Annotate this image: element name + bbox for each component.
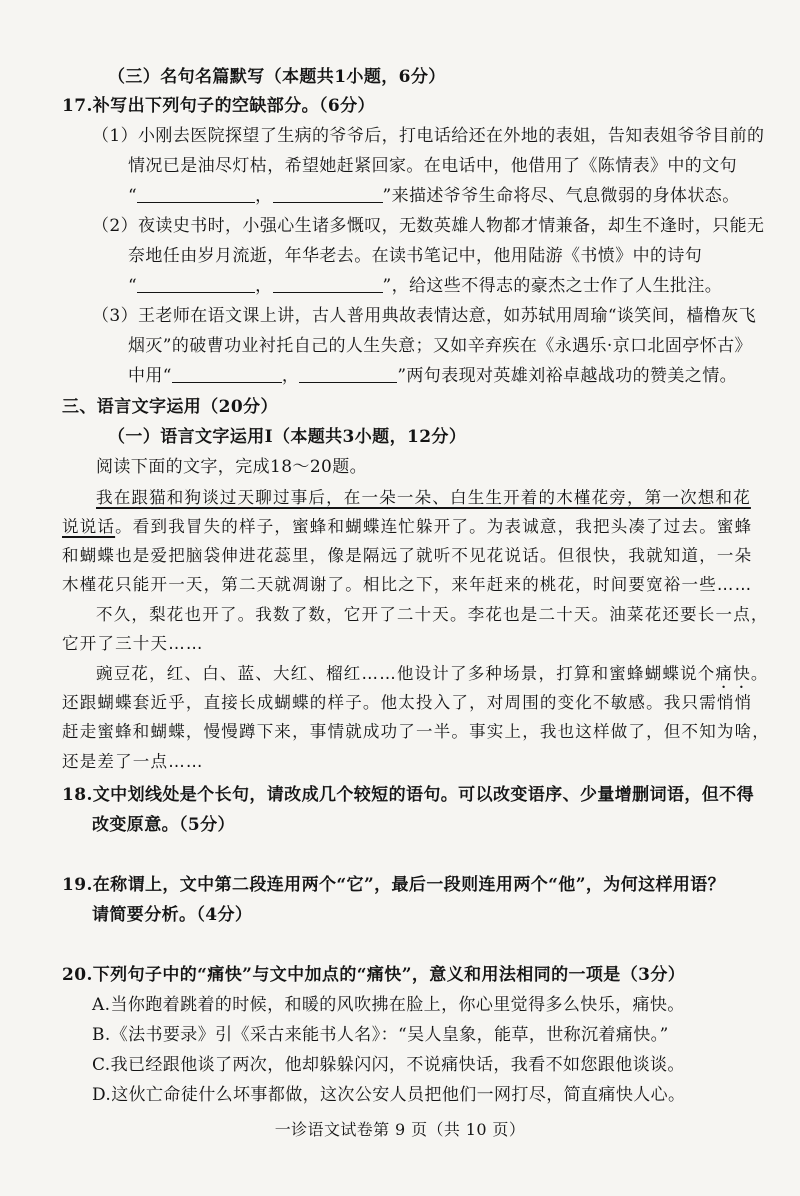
passage-line: 它开了三十天…… <box>62 634 204 653</box>
q17-2-line2: 奈地任由岁月流逝，年华老去。在读书笔记中，他用陆游《书愤》中的诗句 <box>128 246 703 266</box>
q17-2-line3: “ ， ”，给这些不得志的豪杰之士作了人生批注。 <box>128 276 723 296</box>
reading-intro: 阅读下面的文字，完成18～20题。 <box>96 457 368 477</box>
answer-blank-2[interactable] <box>273 186 383 203</box>
passage-line: 豌豆花，红、白、蓝、大红、榴红……他设计了多种场景，打算和蜜蜂蝴蝶说个痛快。 <box>96 664 769 683</box>
q17-2-line1: （2）夜读史书时，小强心生诸多慨叹，无数英雄人物都才情兼备，却生不逢时，只能无 <box>92 216 765 236</box>
option-d[interactable]: D.这伙亡命徒什么坏事都做，这次公安人员把他们一网打尽，简直痛快人心。 <box>92 1085 686 1105</box>
q17-1-line2: 情况已是油尽灯枯，希望她赶紧回家。在电话中，他借用了《陈情表》中的文句 <box>128 156 737 176</box>
answer-blank-4[interactable] <box>273 276 383 293</box>
q17-3-line1: （3）王老师在语文课上讲，古人普用典故表情达意，如苏轼用周瑜“谈笑间，樯橹灰飞 <box>92 306 757 326</box>
q18-line1: 18.文中划线处是个长句，请改成几个较短的语句。可以改变语序、少量增删词语，但不得 <box>62 785 754 805</box>
passage-line: 和蝴蝶也是爱把脑袋伸进花蕊里，像是隔远了就听不见花说话。但很快，我就知道，一朵 <box>62 546 753 565</box>
q20-stem: 20.下列句子中的“痛快”与文中加点的“痛快”，意义和用法相同的一项是（3分） <box>62 965 686 985</box>
passage-line: 赶走蜜蜂和蝴蝶，慢慢蹲下来，事情就成功了一半。事实上，我也这样做了，但不知为啥， <box>62 722 770 741</box>
passage-line: 说说话。看到我冒失的样子，蜜蜂和蝴蝶连忙躲开了。为表诚意，我把头凑了过去。蜜蜂 <box>62 517 753 536</box>
q17-3-line3: 中用“ ， ”两句表现对英雄刘裕卓越战功的赞美之情。 <box>128 366 738 386</box>
passage-line: 还是差了一点…… <box>62 752 204 771</box>
section-c-title: （三）名句名篇默写（本题共1小题，6分） <box>108 67 446 87</box>
option-b[interactable]: B.《法书要录》引《采古来能书人名》：“吴人皇象，能草，世称沉着痛快。” <box>92 1025 669 1045</box>
section-3-sub: （一）语言文字运用Ⅰ（本题共3小题，12分） <box>108 427 467 447</box>
passage-underlined-line: 我在跟猫和狗谈过天聊过事后，在一朵一朵、白生生开着的木槿花旁，第一次想和花 <box>96 488 751 507</box>
answer-blank-6[interactable] <box>299 366 397 383</box>
q17-stem: 17.补写出下列句子的空缺部分。（6分） <box>62 96 375 116</box>
q19-line2: 请简要分析。（4分） <box>92 905 253 925</box>
section-3-title: 三、语言文字运用（20分） <box>62 397 278 417</box>
q18-line2: 改变原意。（5分） <box>92 815 235 835</box>
passage-line: 木槿花只能开一天，第二天就凋谢了。相比之下，来年赶来的桃花，时间要宽裕一些…… <box>62 575 753 594</box>
option-c[interactable]: C.我已经跟他谈了两次，他却躲躲闪闪，不说痛快话，我看不如您跟他谈谈。 <box>92 1055 685 1075</box>
q17-1-line3: “ ， ”来描述爷爷生命将尽、气息微弱的身体状态。 <box>128 186 740 206</box>
option-a[interactable]: A.当你跑着跳着的时候，和暖的风吹拂在脸上，你心里觉得多么快乐，痛快。 <box>92 995 685 1015</box>
q19-line1: 19.在称谓上，文中第二段连用两个“它”，最后一段则连用两个“他”，为何这样用语？ <box>62 875 726 895</box>
dotted-word: 痛快 <box>715 664 751 683</box>
answer-blank-1[interactable] <box>137 186 255 203</box>
answer-blank-3[interactable] <box>137 276 255 293</box>
answer-blank-5[interactable] <box>172 366 282 383</box>
passage-underlined-tail: 说说话 <box>62 517 116 536</box>
q17-1-line1: （1）小刚去医院探望了生病的爷爷后，打电话给还在外地的表姐，告知表姐爷爷目前的 <box>92 126 765 146</box>
q17-3-line2: 烟灭”的破曹功业衬托自己的人生失意；又如辛弃疾在《永遇乐·京口北固亭怀古》 <box>128 336 752 356</box>
page-footer: 一诊语文试卷第 9 页（共 10 页） <box>274 1120 526 1139</box>
passage-line: 还跟蝴蝶套近乎，直接长成蝴蝶的样子。他太投入了，对周围的变化不敏感。我只需悄悄 <box>62 693 753 712</box>
passage-line: 不久，梨花也开了。我数了数，它开了二十天。李花也是二十天。油菜花还要长一点， <box>96 605 769 624</box>
